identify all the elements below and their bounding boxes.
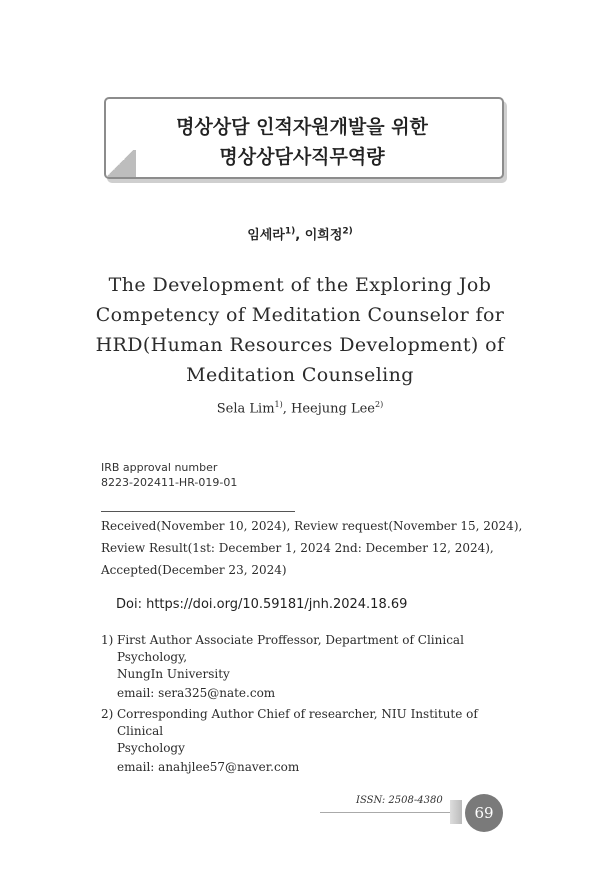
footer-rule <box>320 812 452 813</box>
korean-title-line-2: 명상상담사직무역량 <box>219 146 385 168</box>
author-note-1-affiliation-line-2: NungIn University <box>117 667 230 681</box>
review-history-line-3: Accepted(December 23, 2024) <box>101 563 287 577</box>
author-note-2-affiliation-line-1: Corresponding Author Chief of researcher, NIU Institute of Clinical <box>117 707 478 738</box>
irb-info <box>101 460 237 490</box>
korean-author-2-mark: 2) <box>342 226 353 237</box>
footer-shade <box>450 800 462 824</box>
english-author-2-mark: 2) <box>375 400 384 409</box>
review-history <box>101 515 521 581</box>
irb-number: 8223-202411-HR-019-01 <box>101 476 238 489</box>
author-note-1-affiliation-line-1: First Author Associate Proffessor, Department of Clinical Psychology, <box>117 633 464 664</box>
review-history-line-2: Review Result(1st: December 1, 2024 2nd: December 12, 2024), <box>101 541 494 555</box>
issn: ISSN: 2508-4380 <box>356 795 443 806</box>
english-authors <box>0 400 600 416</box>
english-author-1-mark: 1) <box>274 400 283 409</box>
english-title-line-3: HRD(Human Resources Development) of <box>95 334 505 356</box>
korean-author-1: 임세라 <box>247 228 285 243</box>
korean-author-2: 이희정 <box>304 228 343 243</box>
korean-title-line-1: 명상상담 인적자원개발을 위한 <box>176 116 428 138</box>
english-title-line-1: The Development of the Exploring Job <box>108 274 492 296</box>
author-note-1-number: 1) <box>101 633 114 647</box>
author-note-2 <box>101 706 521 776</box>
english-author-1: Sela Lim <box>216 401 275 417</box>
english-title-line-2: Competency of Meditation Counselor for <box>95 304 505 326</box>
review-history-line-1: Received(November 10, 2024), Review request(November 15, 2024), <box>101 519 523 533</box>
author-note-2-affiliation-line-2: Psychology <box>117 741 185 755</box>
korean-author-separator: , <box>295 228 305 243</box>
author-note-1-email[interactable]: email: sera325@nate.com <box>117 686 276 700</box>
korean-title <box>104 112 500 172</box>
english-title <box>60 270 540 390</box>
page-number: 69 <box>465 794 503 832</box>
author-note-2-number: 2) <box>101 707 114 721</box>
english-title-line-4: Meditation Counseling <box>186 364 414 386</box>
irb-label: IRB approval number <box>101 461 218 474</box>
english-author-2: Heejung Lee <box>291 401 375 417</box>
author-note-2-email[interactable]: email: anahjlee57@naver.com <box>117 760 300 774</box>
english-author-separator: , <box>282 401 292 417</box>
doi-link[interactable]: Doi: https://doi.org/10.59181/jnh.2024.18.69 <box>116 597 408 612</box>
korean-authors <box>0 224 600 243</box>
author-note-1 <box>101 632 521 702</box>
korean-author-1-mark: 1) <box>284 226 296 237</box>
footnote-divider <box>101 511 295 512</box>
